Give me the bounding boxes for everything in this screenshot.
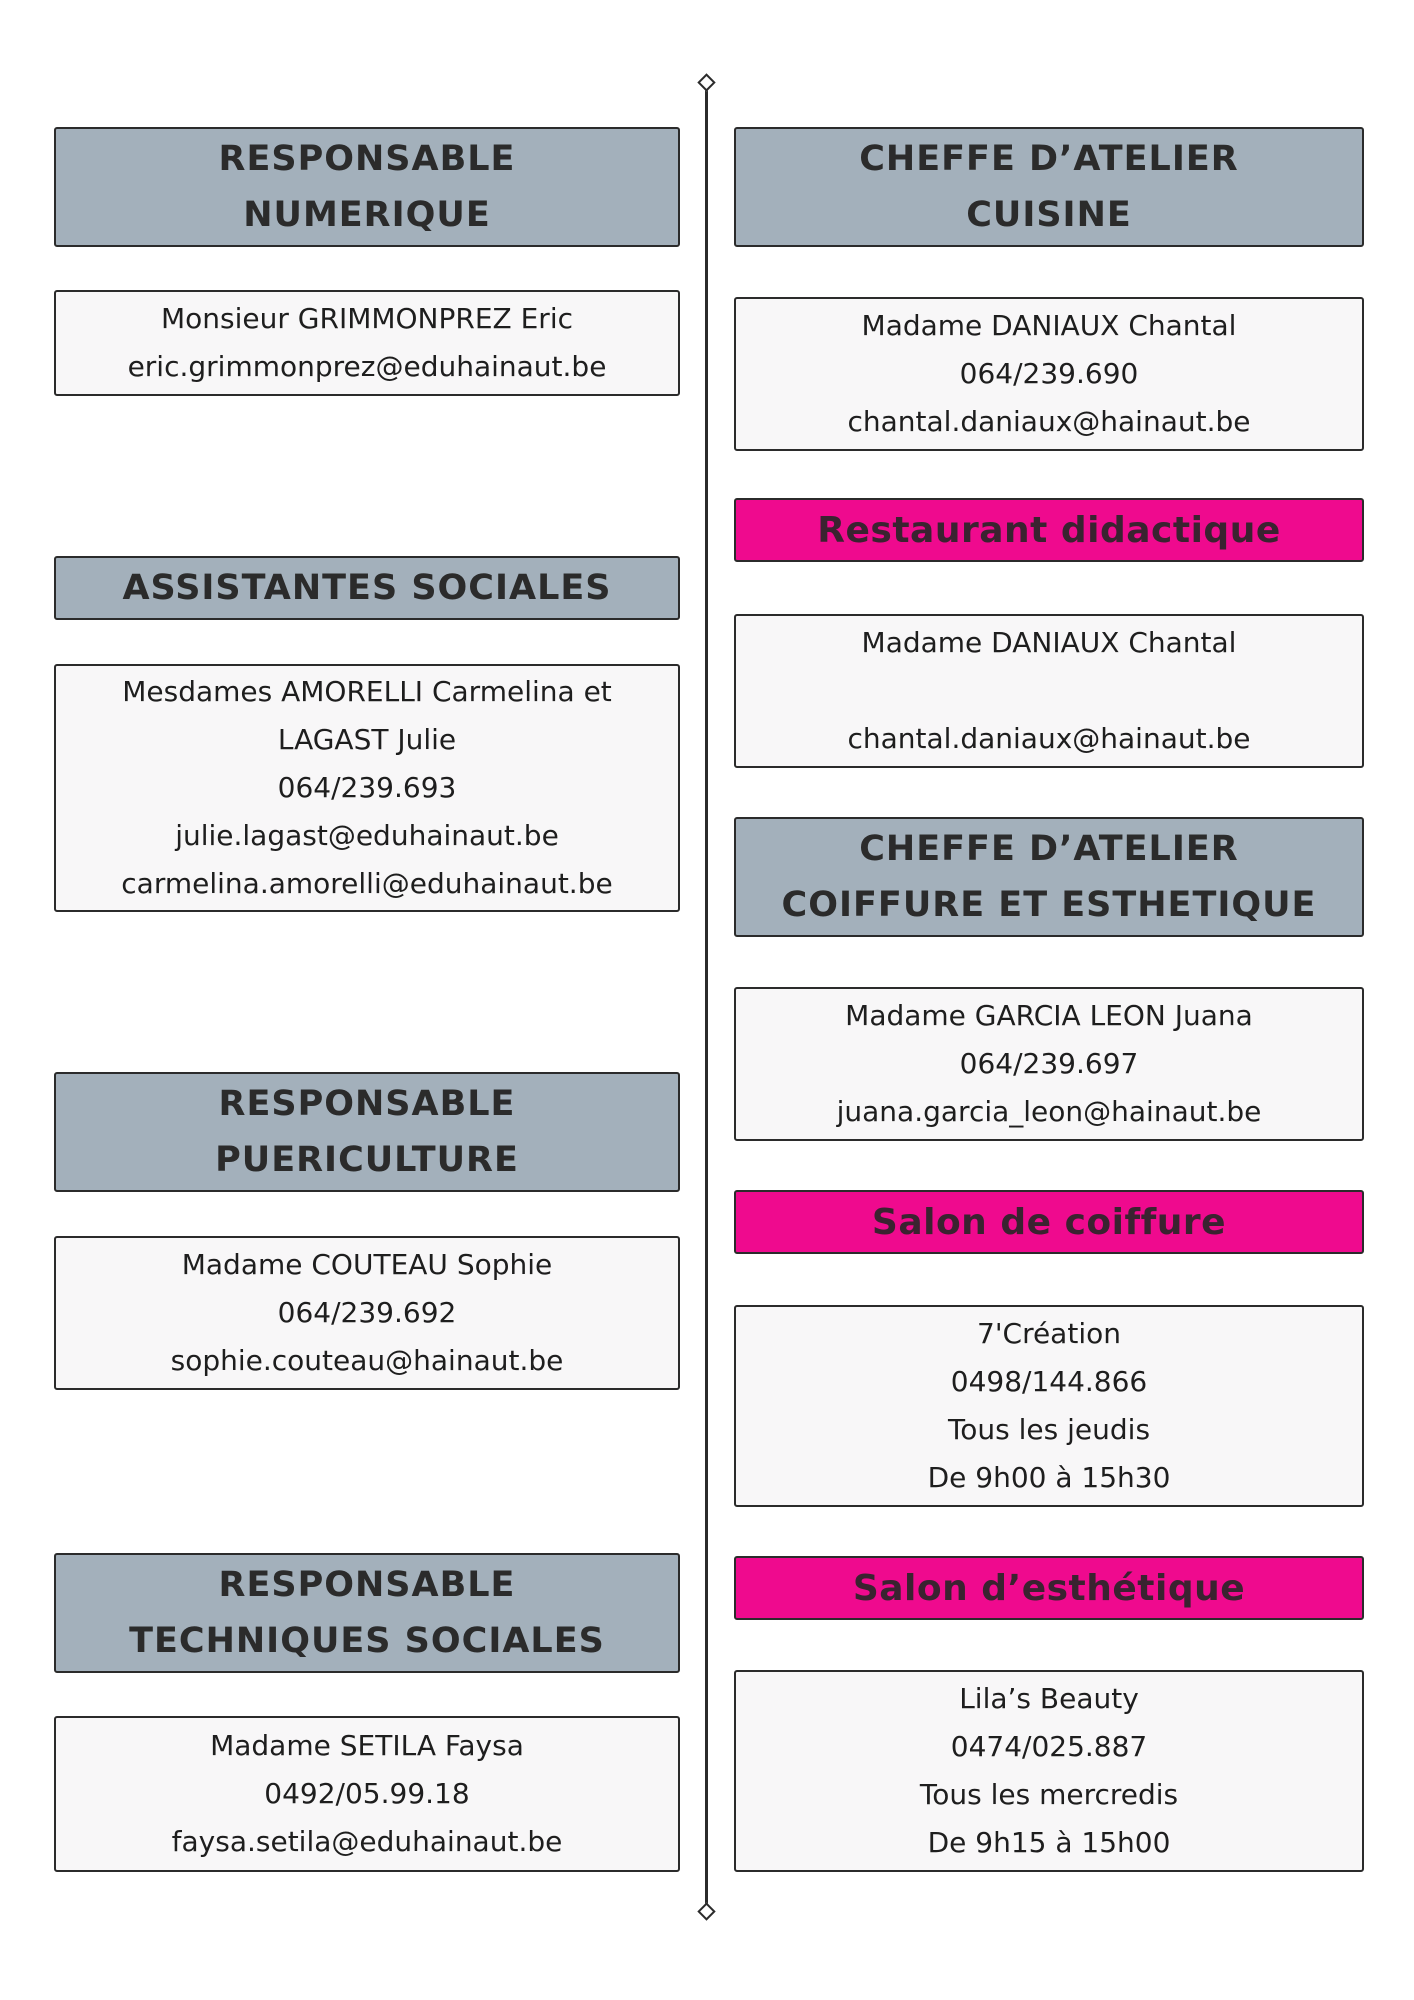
contact-email[interactable]: sophie.couteau@hainaut.be [170, 1344, 564, 1377]
header-responsable-techniques-sociales [54, 1553, 680, 1673]
contact-phone: 064/239.697 [959, 1047, 1139, 1080]
header-line: TECHNIQUES SOCIALES [129, 1621, 605, 1661]
contact-name: Madame GARCIA LEON Juana [845, 999, 1253, 1032]
header-line: COIFFURE ET ESTHETIQUE [781, 885, 1317, 925]
contact-email[interactable]: carmelina.amorelli@eduhainaut.be [121, 867, 613, 900]
schedule-hours: De 9h00 à 15h30 [927, 1461, 1171, 1494]
header-line: RESPONSABLE [218, 139, 516, 179]
header-responsable-numerique [54, 127, 680, 247]
contact-phone: 0492/05.99.18 [264, 1777, 470, 1810]
card-cheffe-atelier-cuisine [734, 297, 1364, 451]
contact-name: Madame COUTEAU Sophie [181, 1248, 553, 1281]
contact-email[interactable]: chantal.daniaux@hainaut.be [847, 722, 1251, 755]
contact-email[interactable]: eric.grimmonprez@eduhainaut.be [127, 350, 607, 383]
header-cheffe-atelier-coiffure-esthetique [734, 817, 1364, 937]
banner-salon-de-coiffure [734, 1190, 1364, 1254]
banner-title: Salon d’esthétique [852, 1567, 1246, 1609]
card-responsable-techniques-sociales [54, 1716, 680, 1872]
contact-email[interactable]: juana.garcia_leon@hainaut.be [836, 1095, 1262, 1128]
contact-phone: 064/239.693 [277, 771, 457, 804]
header-line: RESPONSABLE [218, 1084, 516, 1124]
banner-restaurant-didactique [734, 498, 1364, 562]
header-assistantes-sociales [54, 556, 680, 620]
salon-name: Lila’s Beauty [959, 1682, 1139, 1715]
card-cheffe-atelier-coiffure-esthetique [734, 987, 1364, 1141]
header-line: CUISINE [966, 195, 1132, 235]
header-line: RESPONSABLE [218, 1565, 516, 1605]
schedule-day: Tous les mercredis [919, 1778, 1179, 1811]
schedule-day: Tous les jeudis [947, 1413, 1151, 1446]
banner-title: Salon de coiffure [871, 1201, 1227, 1243]
contact-name: Madame DANIAUX Chantal [861, 309, 1237, 342]
divider-bottom-diamond [697, 1902, 715, 1920]
contact-name: Madame DANIAUX Chantal [861, 626, 1237, 659]
card-responsable-numerique [54, 290, 680, 396]
card-responsable-puericulture [54, 1236, 680, 1390]
contact-email[interactable]: faysa.setila@eduhainaut.be [171, 1825, 563, 1858]
divider-top-diamond [697, 73, 715, 91]
card-salon-de-coiffure [734, 1305, 1364, 1507]
contact-email[interactable]: chantal.daniaux@hainaut.be [847, 405, 1251, 438]
header-line: ASSISTANTES SOCIALES [122, 568, 612, 608]
contact-phone: 064/239.692 [277, 1296, 457, 1329]
header-line: CHEFFE D’ATELIER [859, 139, 1239, 179]
contact-name: Monsieur GRIMMONPREZ Eric [161, 302, 573, 335]
contact-name: LAGAST Julie [277, 723, 457, 756]
header-cheffe-atelier-cuisine [734, 127, 1364, 247]
schedule-hours: De 9h15 à 15h00 [927, 1826, 1171, 1859]
salon-name: 7'Création [977, 1317, 1121, 1350]
contact-name: Madame SETILA Faysa [210, 1729, 524, 1762]
banner-title: Restaurant didactique [817, 509, 1281, 551]
card-salon-esthetique [734, 1670, 1364, 1872]
banner-salon-esthetique [734, 1556, 1364, 1620]
card-restaurant-didactique [734, 614, 1364, 768]
contact-phone: 0474/025.887 [950, 1730, 1148, 1763]
card-assistantes-sociales [54, 664, 680, 912]
contact-phone: 0498/144.866 [950, 1365, 1148, 1398]
contact-phone: 064/239.690 [959, 357, 1139, 390]
header-responsable-puericulture [54, 1072, 680, 1192]
header-line: NUMERIQUE [243, 195, 491, 235]
contact-email[interactable]: julie.lagast@eduhainaut.be [175, 819, 559, 852]
header-line: CHEFFE D’ATELIER [859, 829, 1239, 869]
vertical-divider [705, 80, 708, 1910]
contact-name: Mesdames AMORELLI Carmelina et [122, 675, 612, 708]
header-line: PUERICULTURE [215, 1140, 519, 1180]
